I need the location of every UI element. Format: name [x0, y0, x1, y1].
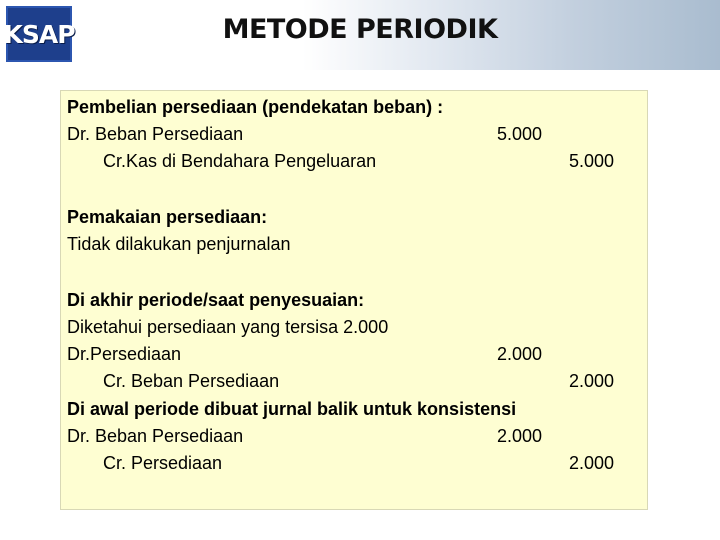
section3-heading: Di akhir periode/saat penyesuaian: — [67, 290, 365, 310]
section3-credit-label: Cr. Beban Persediaan — [103, 371, 280, 391]
section4-debit-row — [0, 424, 720, 448]
header-bar — [0, 0, 720, 70]
section4-heading-row — [0, 397, 720, 421]
section1-debit-label: Dr. Beban Persediaan — [67, 124, 244, 144]
section1-heading: Pembelian persediaan (pendekatan beban) : — [67, 97, 444, 117]
section4-credit-amount: 2.000 — [569, 453, 615, 473]
section3-credit-row — [0, 369, 720, 393]
section3-credit-amount: 2.000 — [569, 371, 615, 391]
page-title: METODE PERIODIK — [222, 14, 498, 45]
section1-heading-row — [0, 95, 720, 119]
section1-credit-label: Cr.Kas di Bendahara Pengeluaran — [103, 151, 377, 171]
section3-note-row — [0, 315, 720, 339]
section3-debit-amount: 2.000 — [497, 344, 543, 364]
section4-debit-amount: 2.000 — [497, 426, 543, 446]
section4-debit-label: Dr. Beban Persediaan — [67, 426, 244, 446]
section3-debit-label: Dr.Persediaan — [67, 344, 182, 364]
section2-note-row — [0, 232, 720, 256]
section2-heading: Pemakaian persediaan: — [67, 207, 268, 227]
section1-debit-row — [0, 122, 720, 146]
section3-heading-row — [0, 288, 720, 312]
ksap-logo: KSAP — [6, 6, 72, 62]
section1-debit-amount: 5.000 — [497, 124, 543, 144]
section1-credit-row — [0, 149, 720, 173]
section4-heading: Di awal periode dibuat jurnal balik untuk konsistensi — [67, 399, 517, 419]
section1-credit-amount: 5.000 — [569, 151, 615, 171]
section3-note: Diketahui persediaan yang tersisa 2.000 — [67, 317, 389, 337]
section4-credit-label: Cr. Persediaan — [103, 453, 223, 473]
section2-note: Tidak dilakukan penjurnalan — [67, 234, 291, 254]
section2-heading-row — [0, 205, 720, 229]
section3-debit-row — [0, 342, 720, 366]
section4-credit-row — [0, 451, 720, 475]
